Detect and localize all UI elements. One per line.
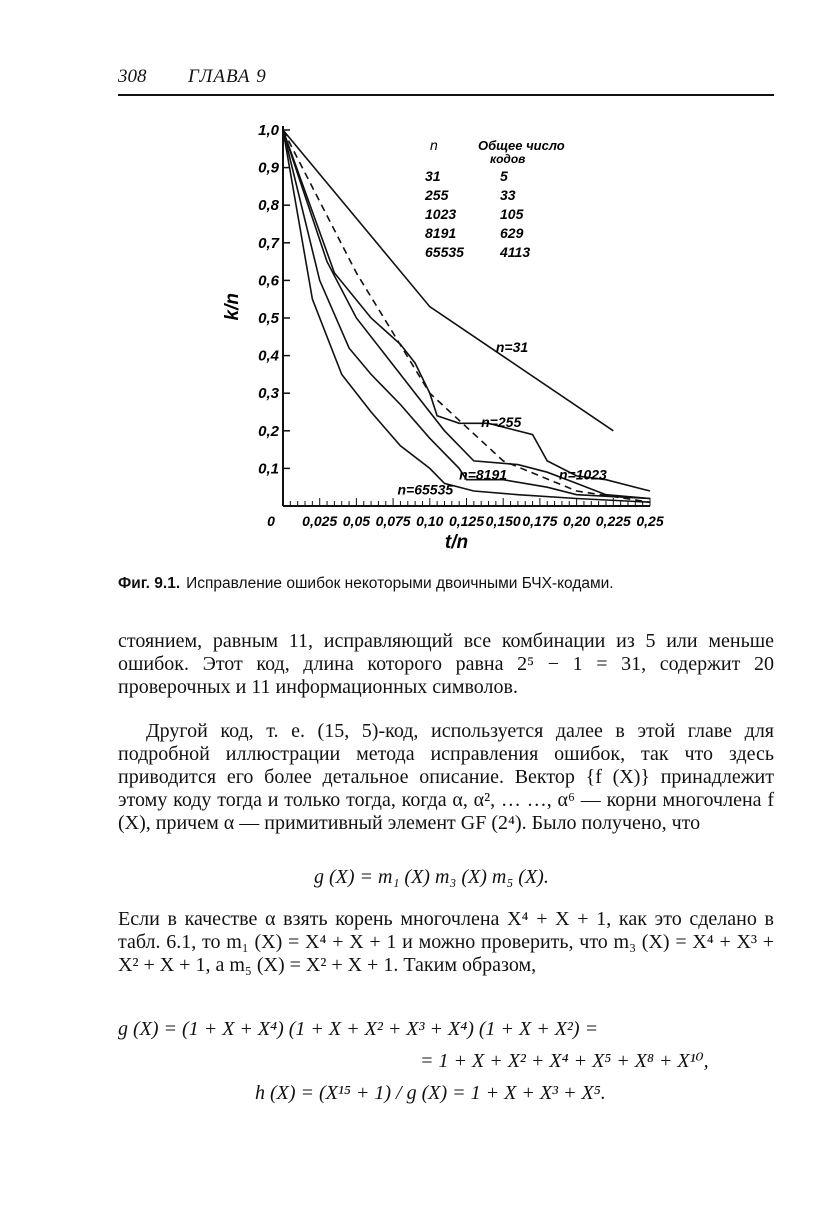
series-label: n=8191 <box>459 466 508 483</box>
series-line <box>283 130 613 431</box>
chapter-title: ГЛАВА 9 <box>188 66 267 87</box>
x-tick-label: 0,025 <box>302 513 338 529</box>
page-number: 308 <box>118 66 147 87</box>
table-cell-count: 5 <box>500 168 508 184</box>
formula-g-result: = 1 + X + X² + X⁴ + X⁵ + X⁸ + X¹⁰, <box>420 1050 709 1072</box>
series-label: n=65535 <box>397 481 454 498</box>
x-tick-label: 0 <box>267 513 275 529</box>
y-tick-label: 0,4 <box>258 347 279 365</box>
formula-g-expanded: g (X) = (1 + X + X⁴) (1 + X + X² + X³ + X⁴) (1 + X + X²) = <box>118 1018 599 1040</box>
formula-h: h (X) = (X¹⁵ + 1) / g (X) = 1 + X + X³ + X⁵. <box>255 1082 606 1104</box>
x-axis-label: t/n <box>444 532 469 553</box>
table-cell-n: 1023 <box>425 206 457 222</box>
x-tick-label: 0,125 <box>448 513 485 529</box>
x-tick-label: 0,05 <box>342 513 371 529</box>
table-cell-n: 31 <box>425 168 441 184</box>
x-tick-label: 0,20 <box>562 513 591 529</box>
series-label: n=1023 <box>558 466 607 483</box>
figure-label: Фиг. 9.1. <box>118 575 181 592</box>
figure-caption-text: Исправление ошибок некоторыми двоичными БЧХ-кодами. <box>186 575 614 592</box>
y-tick-label: 0,6 <box>258 272 279 290</box>
y-tick-label: 0,2 <box>258 422 279 440</box>
paragraph-1: стоянием, равным 11, исправляющий все комбинации из 5 или меньше ошибок. Этот код, длина которого равна 2⁵ − 1 = 31, содержит 20 проверочных и 11 информационных символов. <box>118 630 774 698</box>
bch-chart <box>200 108 680 563</box>
x-tick-label: 0,225 <box>595 513 631 529</box>
x-tick-label: 0,25 <box>636 513 664 529</box>
table-header-n: n <box>430 137 438 153</box>
table-cell-count: 33 <box>500 187 516 203</box>
y-tick-label: 0,3 <box>258 385 279 403</box>
y-axis-label: k/n <box>222 292 243 321</box>
series-line <box>283 130 650 499</box>
header-rule <box>118 94 774 96</box>
series-line <box>283 130 650 502</box>
table-header-count-1: Общее число <box>478 138 565 153</box>
paragraph-2: Другой код, т. е. (15, 5)-код, используется далее в этой главе для подробной иллюстрации метода исправления ошибок, так что здесь приводится его более детальное описание. Вектор {f (X)} принадлежит этому коду тогда и только тогда, когда α, α², … …, α⁶ — корни многочлена f (X), причем α — примитивный элемент GF (2⁴). Было получено, что <box>118 720 774 834</box>
paragraph-3: Если в качестве α взять корень многочлена X⁴ + X + 1, как это сделано в табл. 6.1, то m₁ (X) = X⁴ + X + 1 и можно проверить, что m₃ (X) = X⁴ + X³ + X² + X + 1, а m₅ (X) = X² + X + 1. Таким образом, <box>118 908 774 976</box>
series-line-dashed <box>283 130 650 502</box>
x-tick-label: 0,150 <box>485 513 521 529</box>
formula-g: g (X) = m₁ (X) m₃ (X) m₅ (X). <box>314 866 549 888</box>
x-tick-label: 0,10 <box>416 513 444 529</box>
series-label: n=31 <box>495 338 529 355</box>
table-cell-count: 629 <box>500 225 524 241</box>
table-header-count-2: кодов <box>490 152 526 166</box>
table-cell-n: 8191 <box>425 225 457 241</box>
y-tick-label: 0,5 <box>258 310 279 327</box>
y-tick-label: 0,1 <box>258 460 279 478</box>
y-tick-label: 0,7 <box>258 234 279 252</box>
table-cell-n: 65535 <box>425 244 464 260</box>
figure-caption <box>118 575 774 593</box>
y-tick-label: 1,0 <box>258 122 279 139</box>
y-tick-label: 0,8 <box>258 197 279 215</box>
y-tick-label: 0,9 <box>258 159 279 177</box>
table-cell-n: 255 <box>425 187 449 203</box>
table-cell-count: 105 <box>500 206 524 222</box>
series-label: n=255 <box>481 414 522 431</box>
x-tick-label: 0,075 <box>375 513 411 529</box>
series-line <box>283 130 650 491</box>
series-line <box>283 130 650 499</box>
x-tick-label: 0,175 <box>522 513 558 529</box>
table-cell-count: 4113 <box>500 244 531 260</box>
